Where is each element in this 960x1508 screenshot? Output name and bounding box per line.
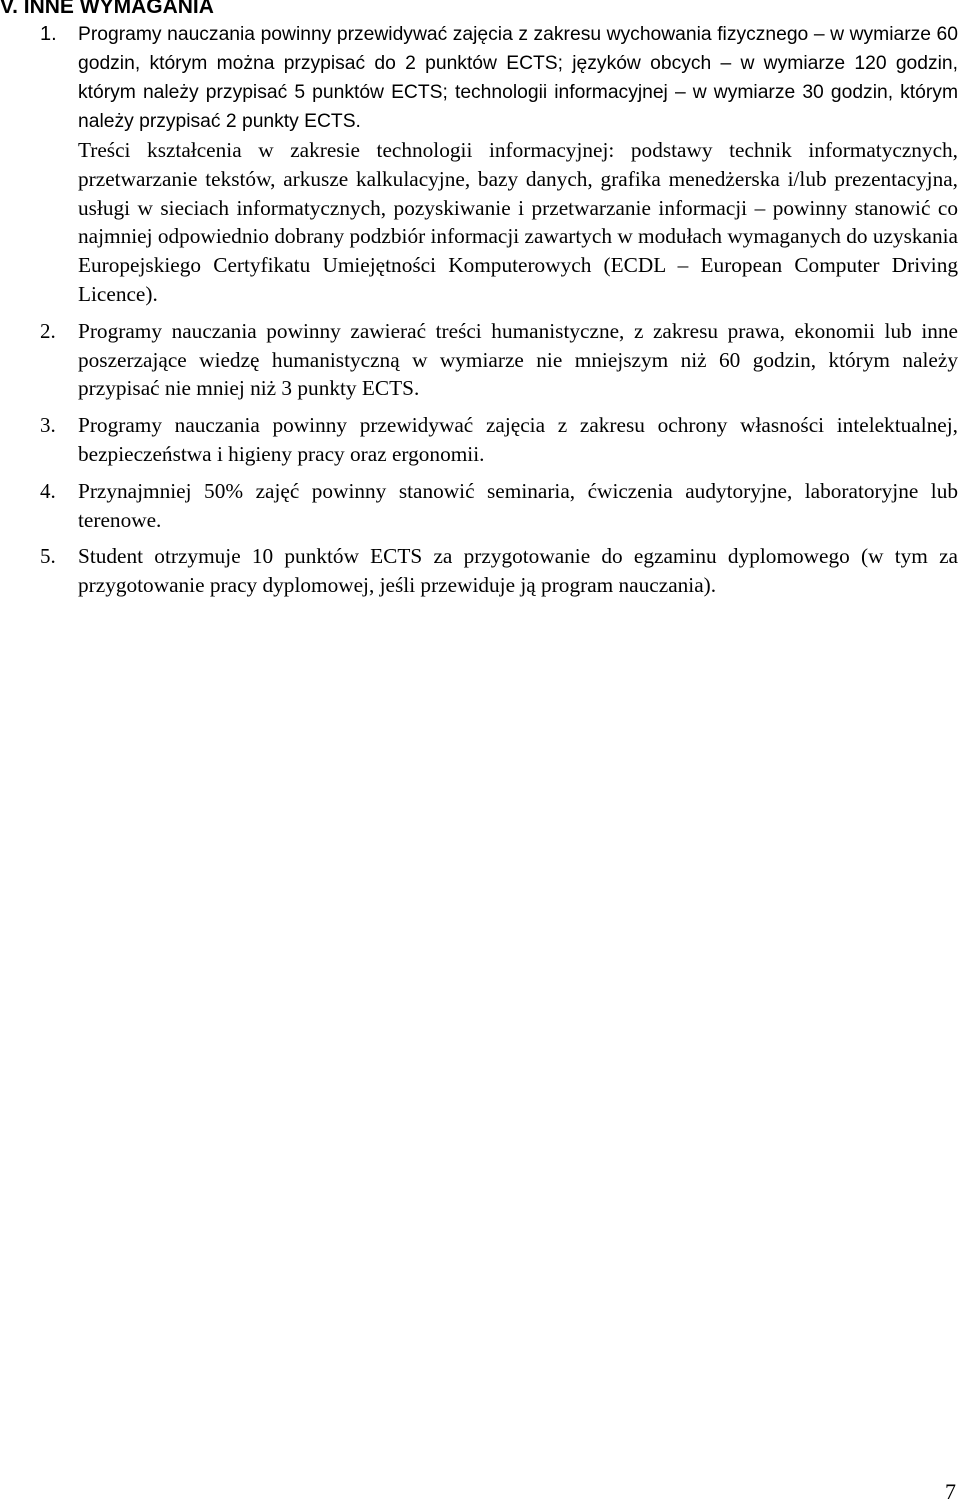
item-1-text-sans: Programy nauczania powinny przewidywać zajęcia z zakresu wychowania fizycznego – w wymiarze 60 godzin, którym można przypisać do 2 punktów ECTS; języków obcych – w wymiarze 120 godzin, którym należy przypisać 5 punktów ECTS; technologii informacyjnej – w wymiarze 30 godzin, którym należy przypisać 2 punkty ECTS. [78, 24, 958, 132]
item-number: 3. [40, 413, 56, 438]
item-4-text: Przynajmniej 50% zajęć powinny stanowić seminaria, ćwiczenia audytoryjne, laboratoryjne lub terenowe. [78, 478, 958, 532]
list-item-1 [0, 20, 958, 309]
item-number: 5. [40, 544, 56, 569]
item-number: 4. [40, 478, 56, 503]
list-item-2 [0, 317, 958, 403]
item-number: 2. [40, 318, 56, 343]
list-item-5 [0, 542, 958, 600]
item-5-text: Student otrzymuje 10 punktów ECTS za przygotowanie do egzaminu dyplomowego (w tym za przygotowanie pracy dyplomowej, jeśli przewiduje ją program nauczania). [78, 544, 958, 598]
item-1-text-serif: Treści kształcenia w zakresie technologii informacyjnej: podstawy technik informatycznych, przetwarzanie tekstów, arkusze kalkulacyjne, bazy danych, grafika menedżerska i/lub prezentacyjna, usługi w sieciach informatycznych, pozyskiwanie i przetwarzanie informacji – powinny stanowić co najmniej odpowiednio dobrany podzbiór informacji zawartych w modułach wymaganych do uzyskania Europejskiego Certyfikatu Umiejętności Komputerowych (ECDL – European Computer Driving Licence). [78, 138, 959, 306]
page-number: 7 [945, 1479, 956, 1504]
requirements-list [0, 20, 958, 608]
list-item-4 [0, 477, 958, 535]
section-heading: V. INNE WYMAGANIA [0, 0, 214, 18]
item-2-text: Programy nauczania powinny zawierać treści humanistyczne, z zakresu prawa, ekonomii lub inne poszerzające wiedzę humanistyczną w wymiarze nie mniejszym niż 60 godzin, którym należy przypisać nie mniej niż 3 punkty ECTS. [78, 318, 958, 401]
item-number: 1. [40, 23, 57, 45]
item-3-text: Programy nauczania powinny przewidywać zajęcia z zakresu ochrony własności intelektualnej, bezpieczeństwa i higieny pracy oraz ergonomii. [78, 413, 958, 466]
list-item-3 [0, 411, 958, 469]
